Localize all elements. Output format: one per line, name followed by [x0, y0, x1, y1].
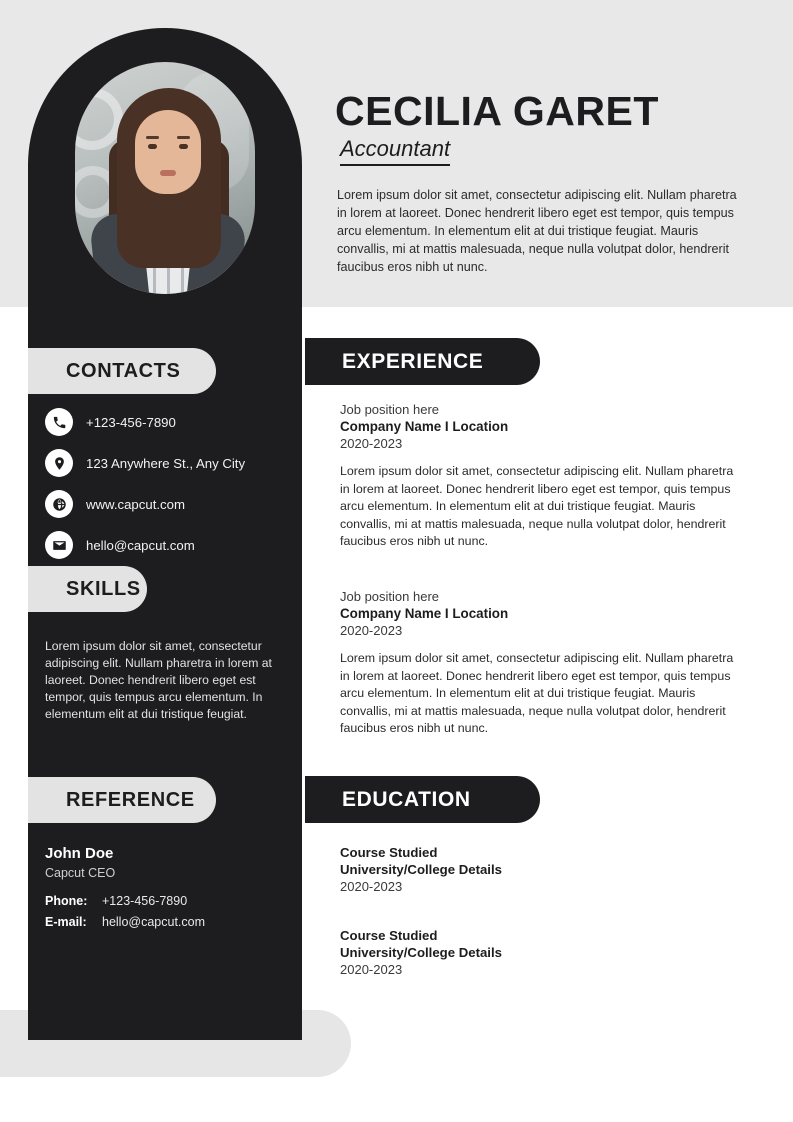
photo-lips [160, 170, 176, 176]
phone-icon [45, 408, 73, 436]
experience-description: Lorem ipsum dolor sit amet, consectetur adipiscing elit. Nullam pharetra in lorem at laoreet. Donec hendrerit libero eget est tempor, quis tempus arcu elementum. In elementum elit at dui tristique feugiat. Mauris convallis, mi at mattis malesuada, neque nulla volutpat dolor, hendrerit faucibus eros nibh ut nunc. [340, 464, 734, 548]
contact-website-text: www.capcut.com [86, 496, 185, 512]
page-title: CECILIA GARET [335, 88, 659, 134]
experience-item [340, 402, 740, 551]
education-school: University/College Details [340, 945, 502, 960]
contact-item-address[interactable] [45, 449, 295, 477]
photo-brow-left [146, 136, 159, 139]
education-course: Course Studied [340, 845, 438, 860]
envelope-icon [45, 531, 73, 559]
experience-company: Company Name I Location [340, 419, 509, 434]
contact-phone-text: +123-456-7890 [86, 414, 176, 430]
section-title-education: EDUCATION [305, 776, 540, 823]
photo-background-blob-icon [75, 88, 123, 150]
photo-brow-right [177, 136, 190, 139]
role-underline [340, 136, 450, 166]
contact-item-phone[interactable] [45, 408, 295, 436]
profile-summary: Lorem ipsum dolor sit amet, consectetur adipiscing elit. Nullam pharetra in lorem at laoreet. Donec hendrerit libero eget est tempor, quis tempus arcu elementum. In elementum elit at dui tristique feugiat. Mauris convallis, mi at mattis malesuada, neque nulla volutpat dolor, hendrerit faucibus eros nibh ut nunc. [337, 188, 737, 274]
photo-face [135, 110, 201, 194]
section-title-reference: REFERENCE [28, 777, 216, 823]
job-role: Accountant [340, 136, 451, 161]
education-item [340, 928, 740, 977]
profile-photo [75, 62, 255, 294]
contact-address-text: 123 Anywhere St., Any City [86, 455, 246, 471]
section-title-experience: EXPERIENCE [305, 338, 540, 385]
contacts-list [45, 408, 295, 572]
reference-email-row [45, 915, 205, 929]
reference-phone-row [45, 894, 187, 908]
reference-phone-label: Phone: [45, 894, 88, 908]
reference-name: John Doe [45, 845, 114, 862]
contact-item-website[interactable] [45, 490, 295, 518]
section-title-contacts: CONTACTS [28, 348, 216, 394]
experience-position: Job position here [340, 589, 440, 604]
education-dates: 2020-2023 [340, 962, 403, 977]
photo-eye-left [148, 144, 157, 149]
reference-email-value: hello@capcut.com [102, 915, 206, 929]
education-item [340, 845, 740, 894]
contact-email-text: hello@capcut.com [86, 537, 195, 553]
education-school: University/College Details [340, 862, 502, 877]
experience-item [340, 589, 740, 738]
experience-description: Lorem ipsum dolor sit amet, consectetur adipiscing elit. Nullam pharetra in lorem at laoreet. Donec hendrerit libero eget est tempor, quis tempus arcu elementum. In elementum elit at dui tristique feugiat. Mauris convallis, mi at mattis malesuada, neque nulla volutpat dolor, hendrerit faucibus eros nibh ut nunc. [340, 651, 734, 735]
education-course: Course Studied [340, 928, 438, 943]
reference-email-label: E-mail: [45, 915, 87, 929]
experience-company: Company Name I Location [340, 606, 509, 621]
reference-phone-value: +123-456-7890 [102, 894, 188, 908]
skills-description: Lorem ipsum dolor sit amet, consectetur adipiscing elit. Nullam pharetra in lorem at laoreet. Donec hendrerit libero eget est tempor, quis tempus arcu elementum. In elementum elit at dui tristique feugiat. [45, 639, 272, 721]
experience-dates: 2020-2023 [340, 436, 403, 451]
contact-item-email[interactable] [45, 531, 295, 559]
profile-photo-image [75, 62, 255, 294]
globe-icon [45, 490, 73, 518]
experience-position: Job position here [340, 402, 440, 417]
location-pin-icon [45, 449, 73, 477]
photo-eye-right [179, 144, 188, 149]
reference-title: Capcut CEO [45, 866, 116, 880]
education-dates: 2020-2023 [340, 879, 403, 894]
experience-dates: 2020-2023 [340, 623, 403, 638]
section-title-skills: SKILLS [28, 566, 147, 612]
